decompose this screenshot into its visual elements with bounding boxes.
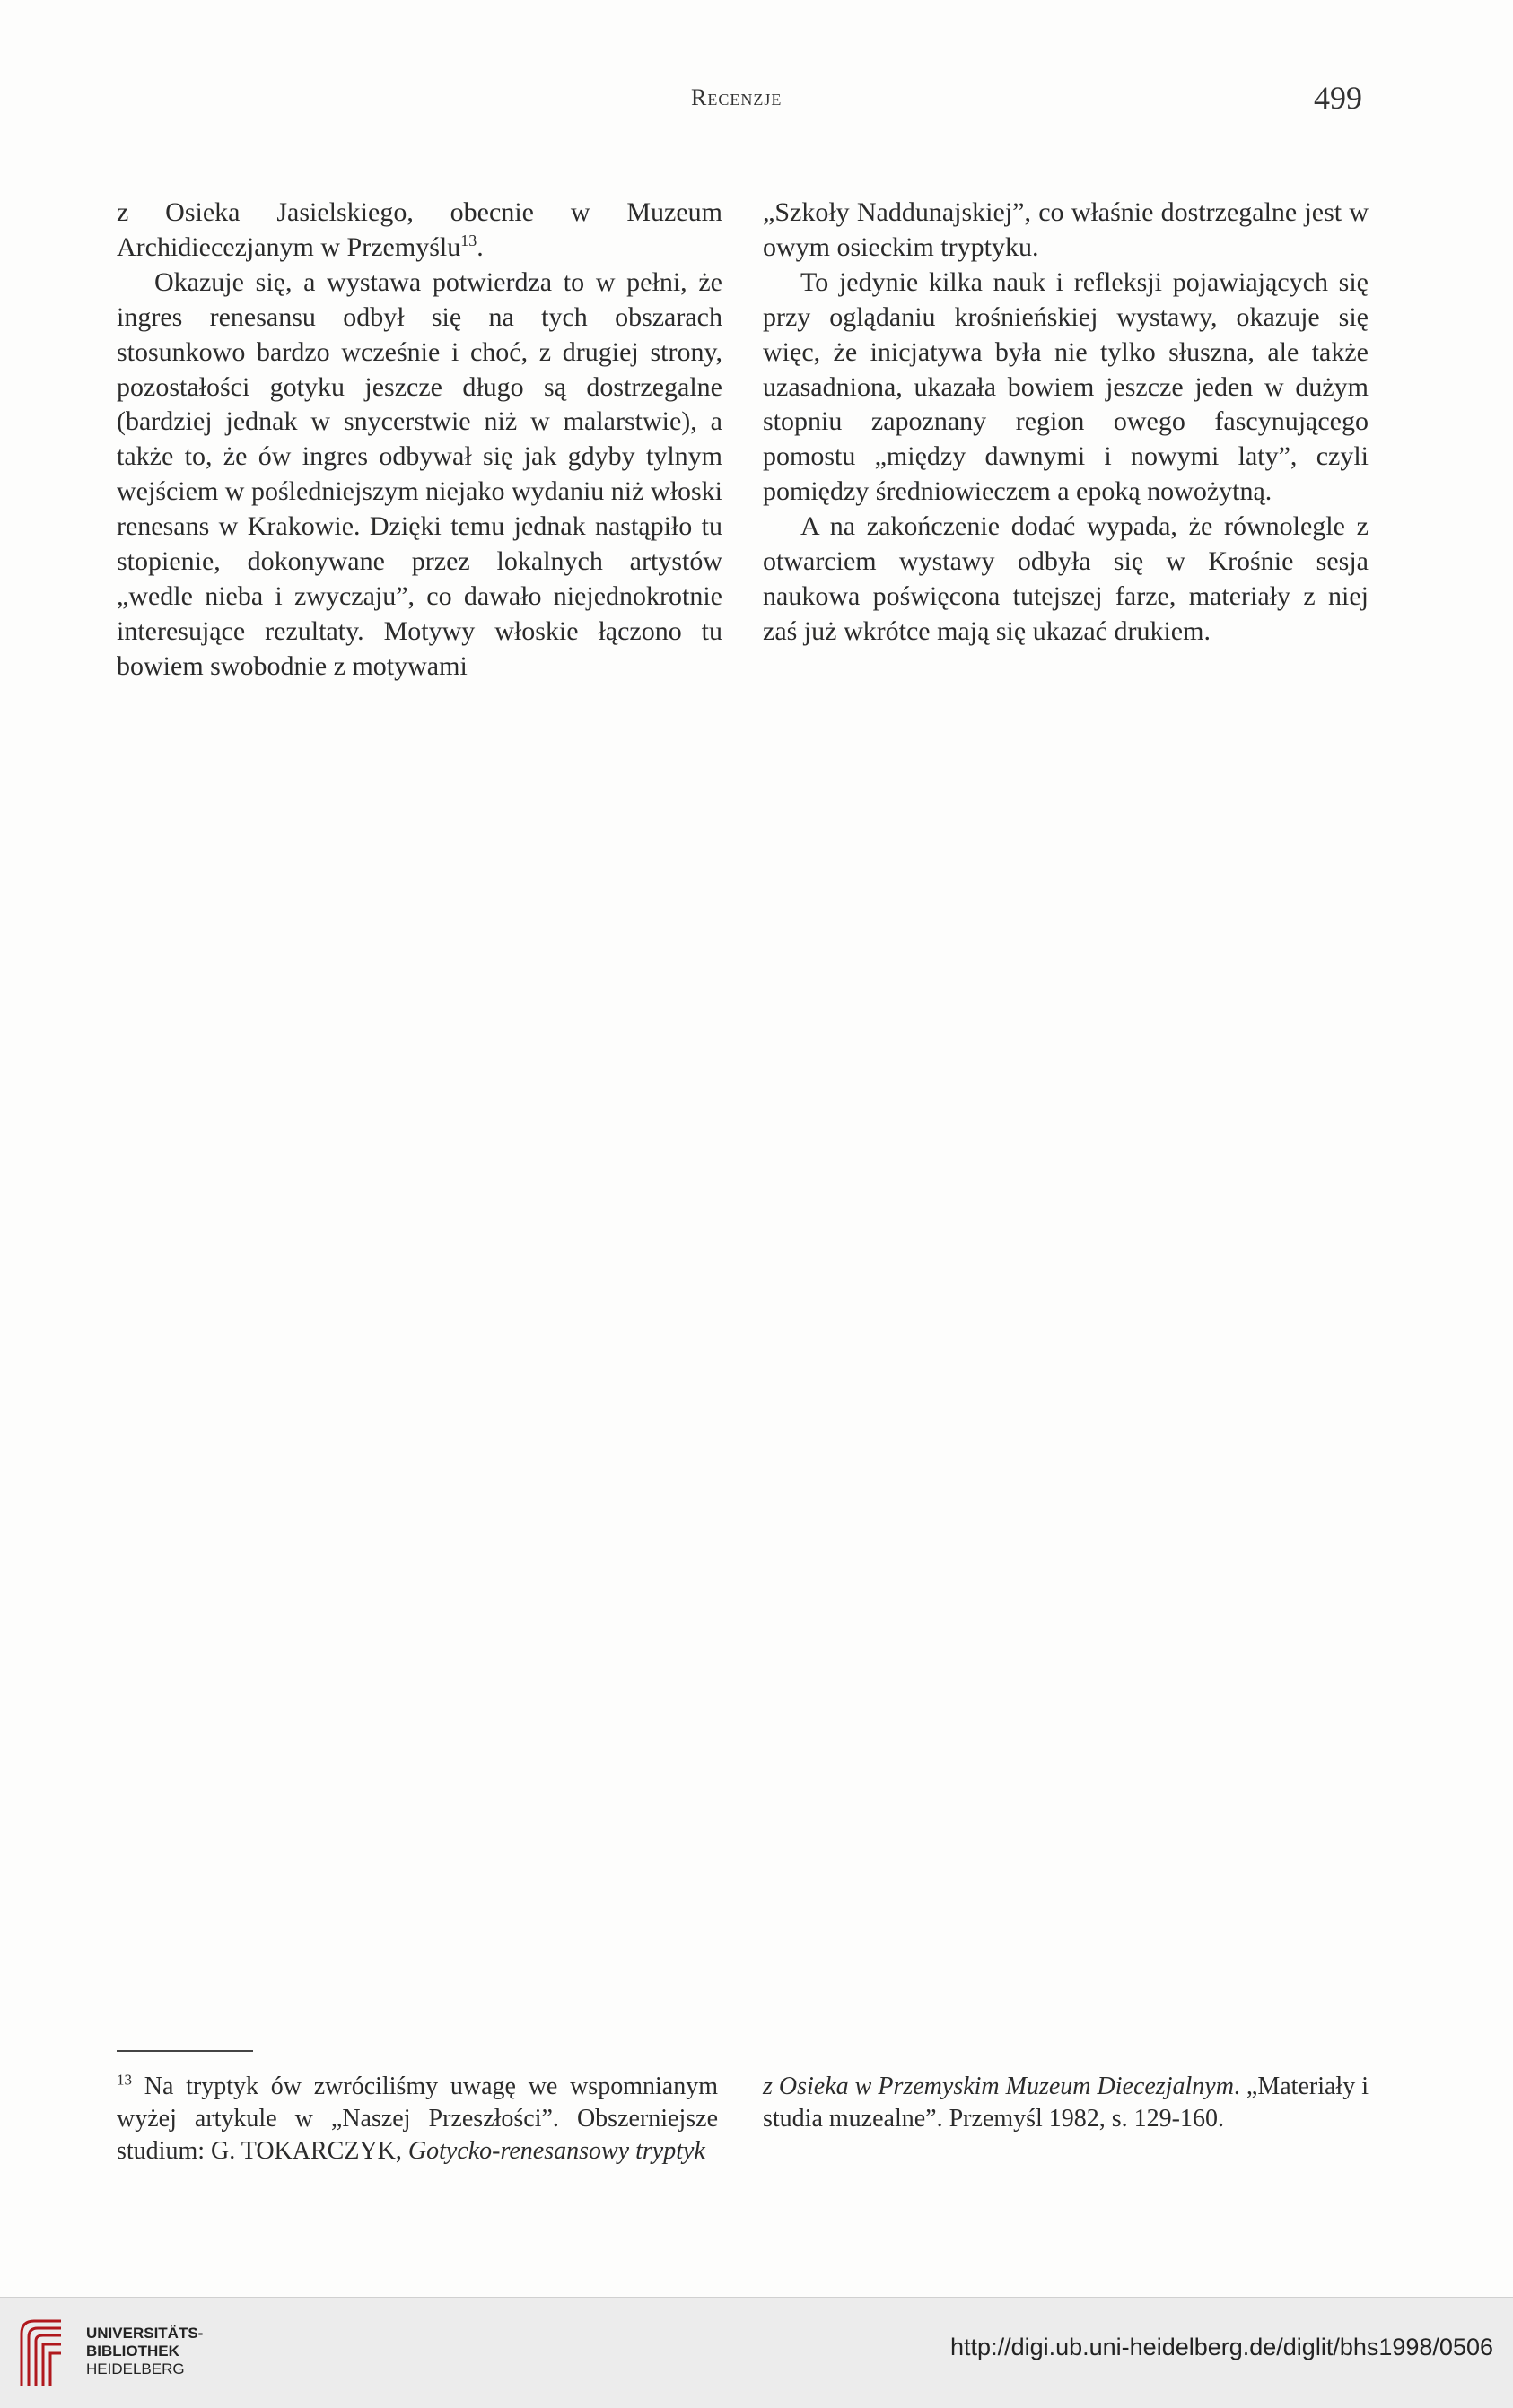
ub-heidelberg-logo-icon[interactable] xyxy=(16,2314,68,2391)
paragraph: „Szkoły Naddunajskiej”, co właśnie dostrzegalne jest w owym osieckim tryptyku. xyxy=(763,197,1369,262)
footnote-text: Na tryptyk ów zwróciliśmy uwagę we wspomnianym wyżej artykule w „Naszej Przeszłości”. Obszerniejsze studium: G. TOKARCZYK, xyxy=(117,2072,718,2165)
footnote-divider xyxy=(117,2050,253,2052)
footnote-title-italic: Gotycko-renesansowy tryptyk xyxy=(407,2137,705,2165)
page-number: 499 xyxy=(1314,80,1362,116)
paragraph: A na zakończenie dodać wypada, że równolegle z otwarciem wystawy odbyła się w Krośnie sesja naukowa poświęcona tutejszej farze, materiały z niej zaś już wkrótce mają się ukazać drukiem. xyxy=(763,511,1369,646)
footnote-ref: 13 xyxy=(460,231,477,249)
library-brand[interactable] xyxy=(86,2325,203,2378)
footnote-right xyxy=(763,2071,1369,2135)
right-column xyxy=(763,196,1369,650)
brand-line: BIBLIOTHEK xyxy=(86,2343,179,2360)
footnote-number: 13 xyxy=(117,2071,132,2089)
footnote-left xyxy=(117,2071,718,2168)
footnote-title-italic: z Osieka w Przemyskim Muzeum Diecezjalnym xyxy=(763,2072,1234,2100)
running-title: Recenzje xyxy=(691,84,783,110)
paragraph: To jedynie kilka nauk i refleksji pojawiających się przy oglądaniu krośnieńskiej wystawy, okazuje się więc, że inicjatywa była nie tylko słuszna, ale także uzasadniona, ukazała bowiem jeszcze jeden w dużym stopniu zapoznany region owego fascynującego pomostu „między dawnymi i nowymi laty”, czyli pomiędzy średniowieczem a epoką nowożytną. xyxy=(763,266,1369,507)
permalink-url[interactable]: http://digi.ub.uni-heidelberg.de/diglit/bhs1998/0506 xyxy=(950,2334,1493,2360)
paragraph-text: . xyxy=(477,231,484,262)
left-column xyxy=(117,196,722,685)
paragraph: Okazuje się, a wystawa potwierdza to w pełni, że ingres renesansu odbył się na tych obszarach stosunkowo bardzo wcześnie i choć, z drugiej strony, pozostałości gotyku jeszcze długo są dostrzegalne (bardziej jednak w snycerstwie niż w malarstwie), a także to, że ów ingres odbywał się jak gdyby tylnym wejściem w pośledniejszym niejako wydaniu niż włoski renesans w Krakowie. Dzięki temu jednak nastąpiło tu stopienie, dokonywane przez lokalnych artystów „wedle nieba i zwyczaju”, co dawało niejednokrotnie interesujące rezultaty. Motywy włoskie łączono tu bowiem swobodnie z motywami xyxy=(117,266,722,681)
footnote-text: . „Materiały i studia muzealne”. Przemyśl 1982, s. 129-160. xyxy=(763,2072,1369,2133)
viewer-footer xyxy=(0,2297,1513,2408)
paragraph xyxy=(117,196,722,266)
paragraph-text: z Osieka Jasielskiego, obecnie w Muzeum Archidiecezjanym w Przemyślu xyxy=(117,197,722,262)
brand-line: HEIDELBERG xyxy=(86,2360,185,2377)
brand-line: UNIVERSITÄTS- xyxy=(86,2325,204,2342)
running-header xyxy=(0,79,1513,115)
